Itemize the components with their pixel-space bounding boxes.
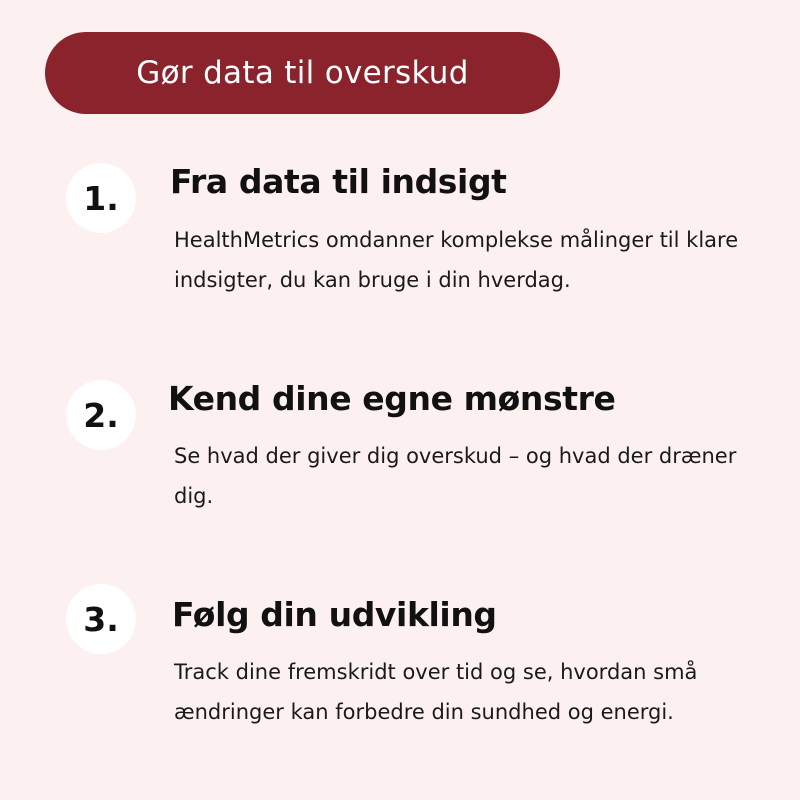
step-number-2: 2. [66, 380, 136, 450]
step-text-1: HealthMetrics omdanner komplekse målinger til klare indsigter, du kan bruge i din hverdag. [174, 228, 739, 292]
step-heading-3: Følg din udvikling [172, 595, 497, 634]
title-banner [45, 32, 560, 114]
step-number-1: 1. [66, 163, 136, 233]
step-heading-2: Kend dine egne mønstre [168, 379, 616, 418]
step-text-2: Se hvad der giver dig overskud – og hvad der dræner dig. [174, 444, 737, 508]
page-title: Gør data til overskud [136, 55, 469, 91]
step-text-3: Track dine fremskridt over tid og se, hvordan små ændringer kan forbedre din sundhed og energi. [174, 660, 698, 724]
step-number-3: 3. [66, 584, 136, 654]
step-heading-1: Fra data til indsigt [170, 162, 507, 201]
